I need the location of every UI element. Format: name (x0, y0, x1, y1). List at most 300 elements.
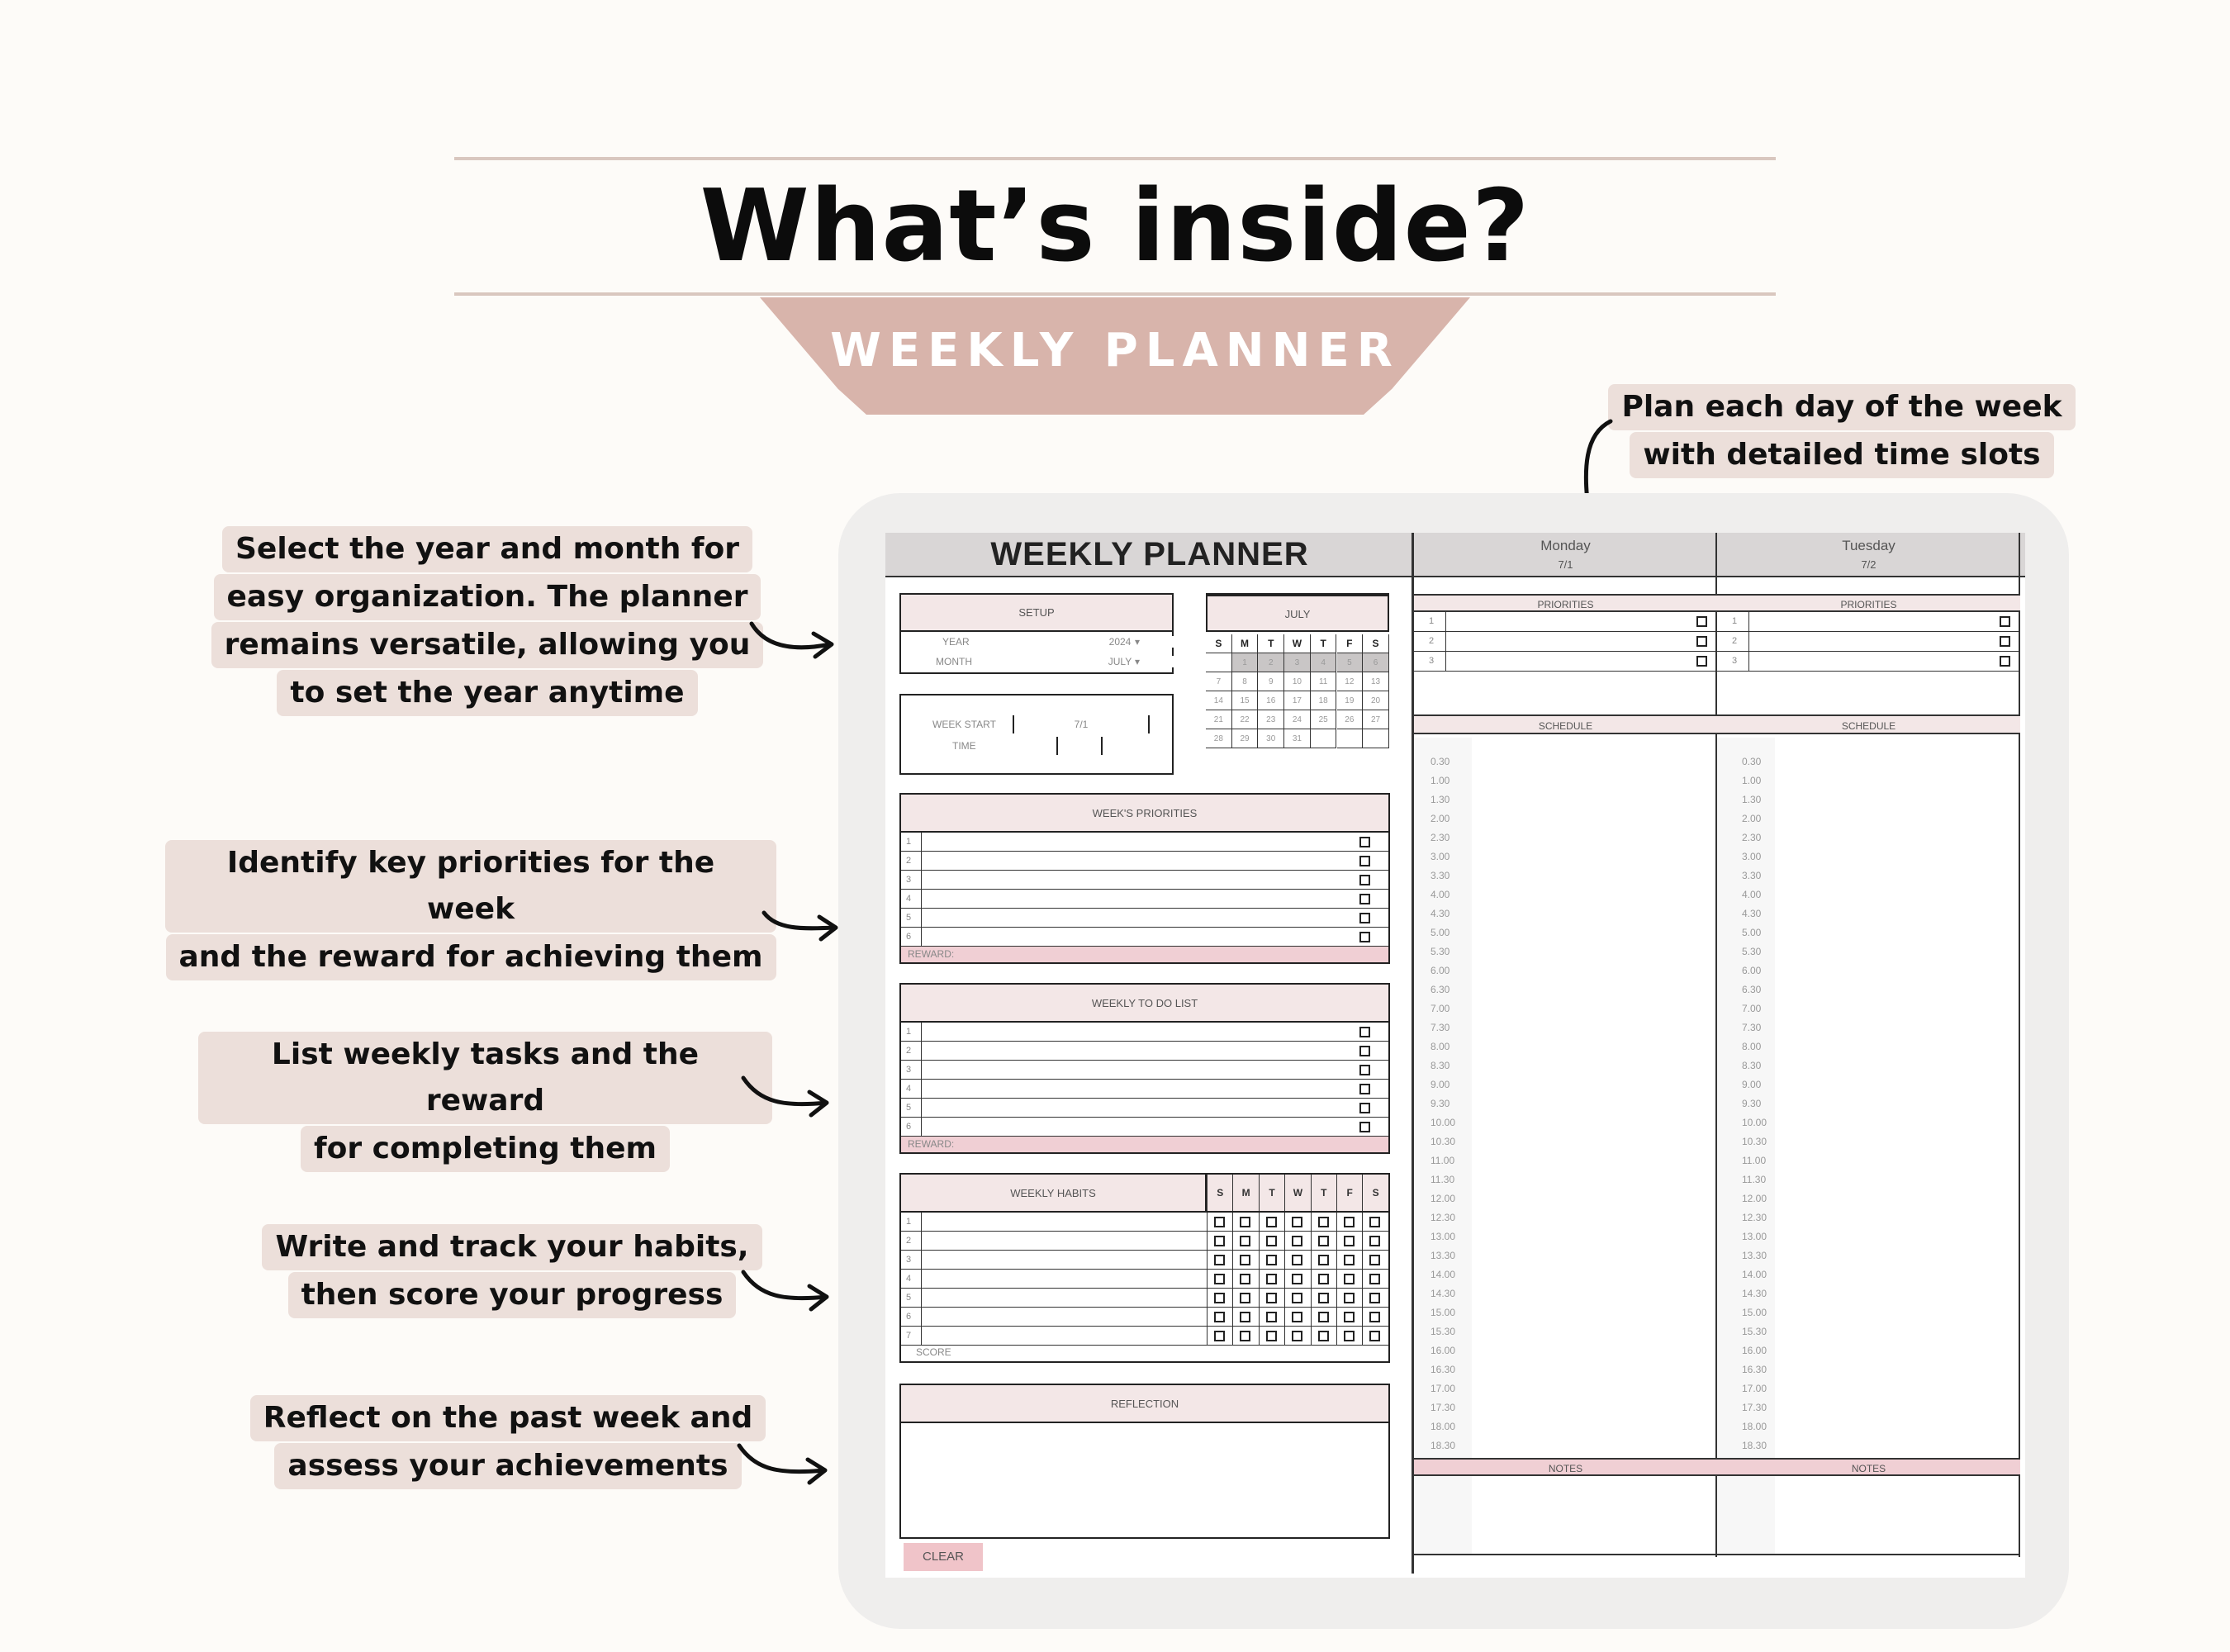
row-divider (921, 1099, 922, 1118)
calendar-day[interactable] (1311, 729, 1337, 748)
calendar-day[interactable]: 23 (1258, 710, 1284, 729)
time-slot[interactable] (1779, 1341, 2012, 1359)
habit-checkbox[interactable] (1214, 1274, 1225, 1284)
time-slot[interactable] (1779, 809, 2012, 827)
calendar-day[interactable]: 14 (1206, 691, 1232, 710)
time-slot-label: 18.00 (1742, 1421, 1767, 1432)
clear-button[interactable]: CLEAR (904, 1543, 983, 1571)
time-slot[interactable] (1476, 1189, 1709, 1207)
time-slot[interactable] (1779, 752, 2012, 770)
list-item[interactable] (901, 1023, 1388, 1042)
habit-checkbox[interactable] (1240, 1274, 1250, 1284)
row-number: 2 (906, 1236, 912, 1246)
reflection-header: REFLECTION (901, 1385, 1388, 1423)
list-item[interactable] (901, 1099, 1388, 1118)
habit-checkbox[interactable] (1369, 1312, 1380, 1322)
time-slot[interactable] (1476, 1284, 1709, 1302)
row-divider (921, 1251, 922, 1270)
calendar-day[interactable]: 22 (1232, 710, 1259, 729)
time-slot[interactable] (1476, 1417, 1709, 1435)
time-slot[interactable] (1779, 1417, 2012, 1435)
checkbox[interactable] (1359, 1046, 1370, 1056)
callout-line: Reflect on the past week and (250, 1395, 766, 1441)
row-number: 6 (906, 932, 912, 942)
habit-row (901, 1308, 1388, 1327)
row-number: 2 (906, 1046, 912, 1056)
time-slot[interactable] (1779, 1208, 2012, 1226)
row-number: 3 (1732, 656, 1738, 666)
time-slot[interactable] (1476, 942, 1709, 960)
time-slot[interactable] (1476, 1170, 1709, 1188)
checkbox[interactable] (1359, 856, 1370, 866)
time-slot[interactable] (1779, 1227, 2012, 1245)
time-slot[interactable] (1476, 999, 1709, 1017)
habit-checkbox[interactable] (1344, 1293, 1355, 1303)
year-label: YEAR (942, 636, 970, 648)
week-start-label: WEEK START (932, 719, 996, 730)
time-slot[interactable] (1476, 1132, 1709, 1150)
habit-checkbox[interactable] (1369, 1217, 1380, 1227)
chevron-down-icon[interactable]: ▾ (1135, 636, 1141, 648)
day-priority-row[interactable] (1414, 612, 1717, 632)
time-slot-label: 12.00 (1742, 1193, 1767, 1204)
habit-checkbox[interactable] (1292, 1274, 1302, 1284)
habit-checkbox[interactable] (1318, 1331, 1329, 1341)
calendar-day[interactable]: 25 (1311, 710, 1337, 729)
day-column (1717, 533, 2020, 1557)
calendar-day[interactable]: 26 (1337, 710, 1364, 729)
time-slot[interactable] (1779, 1322, 2012, 1340)
time-slot[interactable] (1779, 1360, 2012, 1378)
time-slot[interactable] (1476, 1113, 1709, 1131)
time-slot[interactable] (1779, 923, 2012, 941)
habit-checkbox[interactable] (1214, 1255, 1225, 1265)
habit-checkbox[interactable] (1369, 1255, 1380, 1265)
time-slot-label: 7.30 (1742, 1022, 1762, 1033)
row-number: 1 (906, 1027, 912, 1037)
calendar-weekday: S (1206, 634, 1232, 653)
list-item[interactable] (901, 833, 1388, 852)
list-item[interactable] (901, 909, 1388, 928)
time-slot[interactable] (1476, 1094, 1709, 1112)
time-slot[interactable] (1476, 1436, 1709, 1454)
calendar-day[interactable]: 19 (1337, 691, 1364, 710)
chevron-down-icon[interactable]: ▾ (1135, 656, 1141, 667)
row-divider (1748, 652, 1749, 672)
habit-checkbox[interactable] (1266, 1331, 1277, 1341)
habit-checkbox[interactable] (1266, 1274, 1277, 1284)
time-slot[interactable] (1779, 1303, 2012, 1321)
calendar-day[interactable]: 1 (1232, 653, 1259, 672)
row-divider (921, 909, 922, 928)
checkbox[interactable] (1359, 1103, 1370, 1113)
habit-checkbox[interactable] (1240, 1236, 1250, 1246)
callout-priorities (165, 839, 776, 981)
time-slot-label: 4.30 (1742, 908, 1762, 919)
time-slot-label: 7.30 (1431, 1022, 1450, 1033)
habit-checkbox[interactable] (1240, 1255, 1250, 1265)
list-item[interactable] (901, 928, 1388, 947)
day-header-rule (1414, 576, 1717, 577)
time-slot-label: 3.00 (1431, 851, 1450, 862)
time-slot-label: 14.30 (1742, 1288, 1767, 1299)
weeks-priorities-panel (899, 793, 1390, 964)
time-slot[interactable] (1476, 1360, 1709, 1378)
row-number: 5 (906, 1103, 912, 1113)
habit-weekday: M (1232, 1175, 1258, 1211)
row-divider (921, 852, 922, 871)
habit-checkbox[interactable] (1240, 1331, 1250, 1341)
calendar-weekday: T (1258, 634, 1284, 653)
time-slot[interactable] (1476, 1379, 1709, 1397)
habit-checkbox[interactable] (1292, 1331, 1302, 1341)
checkbox[interactable] (1359, 913, 1370, 923)
day-name: Monday (1540, 538, 1591, 553)
habit-weekday: W (1284, 1175, 1310, 1211)
time-slot[interactable] (1779, 1265, 2012, 1283)
row-number: 1 (1732, 616, 1738, 626)
time-input[interactable] (1056, 737, 1103, 755)
row-divider (921, 1042, 922, 1061)
calendar-day[interactable]: 15 (1232, 691, 1259, 710)
calendar-day[interactable]: 18 (1311, 691, 1337, 710)
todo-reward-field[interactable] (901, 1137, 1388, 1152)
time-slot[interactable] (1779, 1170, 2012, 1188)
habit-checkbox[interactable] (1344, 1236, 1355, 1246)
time-slot[interactable] (1476, 1056, 1709, 1074)
list-item[interactable] (901, 1042, 1388, 1061)
checkbox[interactable] (1359, 875, 1370, 885)
time-slot-label: 5.30 (1431, 946, 1450, 957)
time-slot[interactable] (1779, 828, 2012, 846)
habit-checkbox[interactable] (1240, 1293, 1250, 1303)
time-slot[interactable] (1476, 1341, 1709, 1359)
callout-line: List weekly tasks and the reward (198, 1032, 772, 1124)
habit-checkbox[interactable] (1344, 1255, 1355, 1265)
time-slot-label: 16.30 (1431, 1364, 1456, 1375)
time-slot[interactable] (1779, 1075, 2012, 1093)
habit-checkbox[interactable] (1292, 1312, 1302, 1322)
time-slot[interactable] (1476, 866, 1709, 884)
day-notes-area[interactable] (1717, 1476, 2020, 1555)
habit-checkbox[interactable] (1292, 1217, 1302, 1227)
checkbox[interactable] (1696, 656, 1707, 667)
time-slot[interactable] (1476, 1246, 1709, 1264)
time-slot[interactable] (1476, 847, 1709, 865)
arrow-icon (760, 904, 842, 946)
todo-header: WEEKLY TO DO LIST (901, 985, 1388, 1023)
day-columns (1414, 533, 2025, 1574)
checkbox[interactable] (1696, 636, 1707, 647)
time-slot-label: 13.00 (1742, 1231, 1767, 1242)
time-slot-label: 15.00 (1431, 1307, 1456, 1318)
checkbox[interactable] (2000, 656, 2010, 667)
calendar-day[interactable]: 4 (1311, 653, 1337, 672)
page-title: What’s inside? (700, 169, 1530, 284)
time-slot-label: 2.30 (1431, 832, 1450, 843)
habit-checkbox[interactable] (1318, 1217, 1329, 1227)
habit-checkbox[interactable] (1318, 1236, 1329, 1246)
time-slot[interactable] (1779, 961, 2012, 979)
time-slot[interactable] (1476, 961, 1709, 979)
time-slot[interactable] (1779, 942, 2012, 960)
time-slot-label: 2.00 (1431, 813, 1450, 824)
time-slot[interactable] (1779, 980, 2012, 998)
time-slot[interactable] (1779, 1113, 2012, 1131)
reflection-textarea[interactable] (901, 1423, 1388, 1537)
row-divider (921, 833, 922, 852)
time-slot-label: 14.00 (1742, 1269, 1767, 1280)
day-priority-row[interactable] (1717, 652, 2020, 672)
day-priority-row[interactable] (1414, 632, 1717, 652)
year-select[interactable]: 2024 (1058, 636, 1182, 648)
list-item[interactable] (901, 1061, 1388, 1080)
habit-checkbox[interactable] (1318, 1293, 1329, 1303)
habit-checkbox[interactable] (1266, 1255, 1277, 1265)
arrow-icon (735, 1441, 834, 1491)
calendar-day[interactable]: 10 (1284, 672, 1311, 691)
time-slot-label: 12.30 (1431, 1212, 1456, 1223)
time-slot[interactable] (1779, 1094, 2012, 1112)
time-slot[interactable] (1779, 1436, 2012, 1454)
time-slot[interactable] (1476, 1322, 1709, 1340)
time-slot[interactable] (1476, 809, 1709, 827)
calendar-day[interactable]: 9 (1258, 672, 1284, 691)
time-slot-label: 4.30 (1431, 908, 1450, 919)
habit-checkbox[interactable] (1344, 1217, 1355, 1227)
checkbox[interactable] (1359, 1065, 1370, 1075)
habit-checkbox[interactable] (1214, 1331, 1225, 1341)
calendar-day[interactable]: 16 (1258, 691, 1284, 710)
time-slot-label: 4.00 (1431, 889, 1450, 900)
time-slot-label: 4.00 (1742, 889, 1762, 900)
time-slot[interactable] (1779, 866, 2012, 884)
time-slot[interactable] (1779, 1246, 2012, 1264)
callout-line: and the reward for achieving them (166, 934, 776, 980)
callout-line: for completing them (301, 1126, 670, 1172)
day-header-rule (1717, 576, 2020, 577)
habit-checkbox[interactable] (1318, 1312, 1329, 1322)
time-slot[interactable] (1779, 999, 2012, 1017)
row-divider (921, 928, 922, 947)
time-slot[interactable] (1476, 1265, 1709, 1283)
habit-checkbox[interactable] (1344, 1331, 1355, 1341)
time-slot-label: 7.00 (1742, 1003, 1762, 1014)
habit-checkbox[interactable] (1318, 1255, 1329, 1265)
calendar-day[interactable]: 27 (1363, 710, 1389, 729)
calendar-day[interactable]: 24 (1284, 710, 1311, 729)
time-slot-label: 8.00 (1431, 1041, 1450, 1052)
time-slot[interactable] (1779, 1284, 2012, 1302)
calendar-day[interactable]: 17 (1284, 691, 1311, 710)
time-slot-label: 11.30 (1431, 1174, 1455, 1185)
row-number: 1 (906, 837, 912, 847)
time-slot-label: 11.00 (1431, 1155, 1455, 1166)
calendar-month: JULY (1206, 595, 1389, 632)
checkbox[interactable] (1359, 1122, 1370, 1132)
checkbox[interactable] (1359, 932, 1370, 942)
time-slot[interactable] (1779, 1037, 2012, 1055)
checkbox[interactable] (1359, 837, 1370, 847)
time-slot[interactable] (1779, 1398, 2012, 1416)
calendar-day[interactable]: 6 (1363, 653, 1389, 672)
setup-panel (899, 593, 1174, 674)
time-slot[interactable] (1779, 1056, 2012, 1074)
calendar-day[interactable]: 31 (1284, 729, 1311, 748)
time-slot[interactable] (1779, 1151, 2012, 1169)
time-slot[interactable] (1476, 904, 1709, 922)
calendar-day[interactable]: 8 (1232, 672, 1259, 691)
time-slot[interactable] (1476, 1151, 1709, 1169)
time-slot[interactable] (1476, 980, 1709, 998)
time-slot[interactable] (1476, 752, 1709, 770)
calendar-day[interactable]: 2 (1258, 653, 1284, 672)
time-slot[interactable] (1779, 1379, 2012, 1397)
time-slot[interactable] (1779, 790, 2012, 808)
day-priority-row[interactable] (1717, 612, 2020, 632)
list-item[interactable] (901, 1118, 1388, 1137)
calendar-day[interactable] (1337, 729, 1364, 748)
habit-checkbox[interactable] (1214, 1293, 1225, 1303)
habit-checkbox[interactable] (1344, 1312, 1355, 1322)
habit-checkbox[interactable] (1344, 1274, 1355, 1284)
weekly-habits-panel (899, 1173, 1390, 1363)
time-slot-label: 1.00 (1742, 775, 1762, 786)
list-item[interactable] (901, 890, 1388, 909)
time-slot-label: 1.30 (1742, 794, 1762, 805)
habit-checkbox[interactable] (1369, 1293, 1380, 1303)
time-slot[interactable] (1779, 904, 2012, 922)
habit-checkbox[interactable] (1240, 1217, 1250, 1227)
time-slot[interactable] (1476, 1208, 1709, 1226)
time-slot-label: 5.00 (1742, 927, 1762, 938)
row-number: 2 (906, 856, 912, 866)
habit-checkbox[interactable] (1240, 1312, 1250, 1322)
day-priorities-header: PRIORITIES (1414, 594, 1717, 612)
time-slot-label: 15.30 (1431, 1326, 1456, 1337)
calendar-day[interactable] (1206, 653, 1232, 672)
checkbox[interactable] (2000, 636, 2010, 647)
day-priority-row[interactable] (1414, 652, 1717, 672)
callout-line: to set the year anytime (277, 670, 697, 716)
habit-row (901, 1327, 1388, 1346)
calendar-day[interactable]: 28 (1206, 729, 1232, 748)
time-slot[interactable] (1476, 1037, 1709, 1055)
habit-checkbox[interactable] (1266, 1312, 1277, 1322)
time-slot[interactable] (1476, 885, 1709, 903)
habit-checkbox[interactable] (1214, 1217, 1225, 1227)
calendar-day[interactable]: 29 (1232, 729, 1259, 748)
habit-checkbox[interactable] (1266, 1217, 1277, 1227)
row-divider (921, 1118, 922, 1137)
day-notes-area[interactable] (1414, 1476, 1717, 1555)
callout-line: Select the year and month for (222, 526, 752, 572)
habit-checkbox[interactable] (1292, 1236, 1302, 1246)
time-slot[interactable] (1476, 790, 1709, 808)
checkbox[interactable] (1359, 1084, 1370, 1094)
row-divider (921, 871, 922, 890)
time-slot[interactable] (1779, 1132, 2012, 1150)
calendar-day[interactable]: 12 (1337, 672, 1364, 691)
calendar-day[interactable]: 30 (1258, 729, 1284, 748)
habit-checkbox[interactable] (1214, 1236, 1225, 1246)
calendar-day[interactable]: 21 (1206, 710, 1232, 729)
time-slot-label: 5.00 (1431, 927, 1450, 938)
habit-row (901, 1213, 1388, 1232)
mini-calendar (1206, 593, 1389, 775)
callout-line: remains versatile, allowing you (211, 622, 764, 668)
time-slot[interactable] (1779, 1018, 2012, 1036)
calendar-day[interactable]: 7 (1206, 672, 1232, 691)
checkbox[interactable] (1359, 894, 1370, 904)
checkbox[interactable] (2000, 616, 2010, 627)
habit-weekday: T (1311, 1175, 1336, 1211)
calendar-day[interactable]: 5 (1337, 653, 1364, 672)
checkbox[interactable] (1696, 616, 1707, 627)
week-start-input[interactable]: 7/1 (1013, 715, 1150, 733)
habit-row (901, 1251, 1388, 1270)
checkbox[interactable] (1359, 1027, 1370, 1037)
time-slot[interactable] (1779, 885, 2012, 903)
time-slot[interactable] (1476, 1303, 1709, 1321)
calendar-day[interactable]: 20 (1363, 691, 1389, 710)
calendar-day[interactable] (1363, 729, 1389, 748)
calendar-day[interactable]: 3 (1284, 653, 1311, 672)
row-number: 6 (906, 1122, 912, 1132)
habit-checkbox[interactable] (1318, 1274, 1329, 1284)
row-number: 4 (906, 894, 912, 904)
time-slot-label: 9.30 (1431, 1098, 1450, 1109)
habit-checkbox[interactable] (1292, 1293, 1302, 1303)
list-item[interactable] (901, 852, 1388, 871)
habit-checkbox[interactable] (1292, 1255, 1302, 1265)
habit-checkbox[interactable] (1369, 1236, 1380, 1246)
time-slot[interactable] (1476, 771, 1709, 789)
list-item[interactable] (901, 871, 1388, 890)
habit-checkbox[interactable] (1266, 1236, 1277, 1246)
time-slot[interactable] (1476, 1018, 1709, 1036)
habit-checkbox[interactable] (1266, 1293, 1277, 1303)
list-item[interactable] (901, 1080, 1388, 1099)
time-slot[interactable] (1476, 1075, 1709, 1093)
time-slot[interactable] (1779, 847, 2012, 865)
habit-checkbox[interactable] (1369, 1274, 1380, 1284)
time-slot[interactable] (1476, 1227, 1709, 1245)
time-slot-label: 18.30 (1431, 1440, 1456, 1451)
calendar-weekday: T (1311, 634, 1337, 653)
time-slot-label: 3.30 (1742, 870, 1762, 881)
habit-checkbox[interactable] (1214, 1312, 1225, 1322)
time-slot[interactable] (1476, 828, 1709, 846)
priorities-reward-field[interactable] (901, 947, 1388, 962)
calendar-day[interactable]: 13 (1363, 672, 1389, 691)
calendar-day[interactable]: 11 (1311, 672, 1337, 691)
time-slot[interactable] (1476, 923, 1709, 941)
time-slot[interactable] (1779, 771, 2012, 789)
time-slot-label: 16.00 (1742, 1345, 1767, 1356)
row-number: 7 (906, 1331, 912, 1341)
row-divider (921, 1232, 922, 1251)
time-slot[interactable] (1476, 1398, 1709, 1416)
habit-row (901, 1232, 1388, 1251)
row-number: 4 (906, 1274, 912, 1284)
day-priority-row[interactable] (1717, 632, 2020, 652)
month-select[interactable]: JULY (1058, 656, 1182, 667)
time-slot[interactable] (1779, 1189, 2012, 1207)
time-slot-label: 17.30 (1431, 1402, 1456, 1413)
habit-checkbox[interactable] (1369, 1331, 1380, 1341)
time-slot-label: 18.00 (1431, 1421, 1456, 1432)
